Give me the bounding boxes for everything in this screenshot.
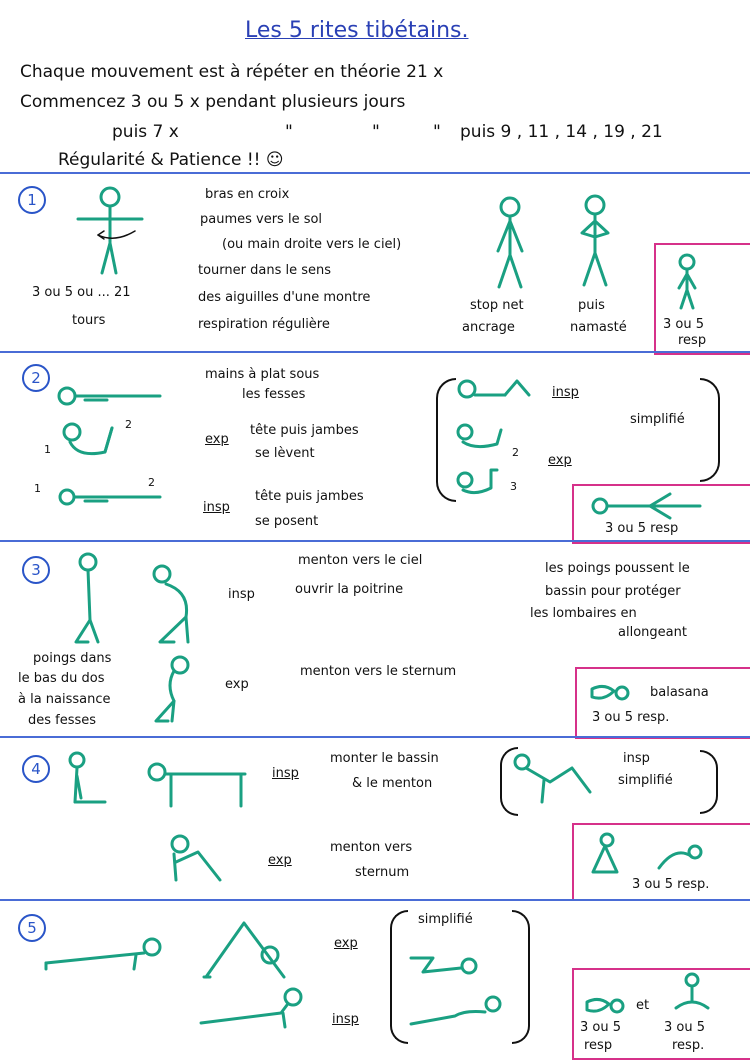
rite-2-exp-label: exp (205, 432, 229, 447)
balasana-figure (590, 683, 630, 705)
rite-3-left-3: à la naissance (18, 692, 111, 707)
rite-5-simplified-1 (405, 950, 485, 980)
rite-3-insp-label: insp (228, 587, 255, 602)
rite-5-pause-a2: resp (584, 1038, 613, 1053)
rite-3-right-4: allongeant (618, 625, 687, 640)
rite-3-right-2: bassin pour protéger (545, 584, 681, 599)
rite-3-kneel-figure (68, 550, 118, 650)
rite-4-note-b: & le menton (352, 776, 433, 791)
rite-1-namaste-figure (570, 193, 620, 293)
rite-3-left-4: des fesses (28, 713, 97, 728)
rite-1-note-2: paumes vers le sol (200, 212, 323, 227)
separator (0, 736, 750, 738)
rite-1-note-5: des aiguilles d'une montre (198, 290, 371, 305)
intro-line-4: Régularité & Patience !! ☺ (58, 150, 284, 170)
rite-5-balasana-figure (585, 996, 625, 1018)
rite-5-et: et (636, 998, 650, 1013)
rite-5-simplifie: simplifié (418, 912, 473, 927)
rite-2-exp-a: tête puis jambes (250, 423, 359, 438)
rite-5-simplified-2 (405, 992, 505, 1032)
rite-4-number: 4 (22, 755, 50, 783)
rite-3-left-1: poings dans (33, 651, 112, 666)
separator (0, 899, 750, 901)
rite-4-insp-label: insp (272, 766, 299, 781)
rite-3-left-2: le bas du dos (18, 671, 105, 686)
rite-3-pose: balasana (650, 685, 709, 700)
rite-2-note-a: mains à plat sous (205, 367, 320, 382)
rite-1-number: 1 (18, 186, 46, 214)
rite-1-puis-a: puis (578, 298, 605, 313)
rite-2-exp-b: se lèvent (255, 446, 315, 461)
rite-2-marker-1: 1 (44, 443, 51, 456)
rite-4-seated-figure (65, 750, 115, 810)
rite-1-note-4: tourner dans le sens (198, 263, 332, 278)
close-parenthesis (512, 910, 530, 1044)
rite-4-exp-a: menton vers (330, 840, 413, 855)
rite-2-marker-2: 2 (125, 418, 132, 431)
rite-5-exp-label: exp (334, 936, 358, 951)
rite-5-seated-figure (672, 972, 712, 1017)
rite-5-v-figure (200, 915, 295, 985)
rite-5-pause-a1: 3 ou 5 (580, 1020, 621, 1035)
rite-1-note-3: (ou main droite vers le ciel) (222, 237, 402, 252)
rite-5-insp-label: insp (332, 1012, 359, 1027)
rite-4-exp-b: sternum (355, 865, 410, 880)
rite-2-lying-figure (55, 382, 165, 412)
ditto-mark-3: " (433, 122, 441, 142)
intro-line-2: Commencez 3 ou 5 x pendant plusieurs jours (20, 92, 406, 112)
rite-3-arch-figure (150, 562, 210, 652)
rite-1-stop-figure (485, 195, 535, 295)
open-parenthesis (436, 378, 456, 502)
rite-4-table-figure (145, 760, 255, 810)
rite-3-right-1: les poings poussent le (545, 561, 690, 576)
rite-3-exp-label: exp (225, 677, 249, 692)
rite-2-note-b: les fesses (242, 387, 306, 402)
intro-line-3a: puis 7 x (112, 122, 179, 142)
rotation-arrow-icon (90, 225, 140, 245)
rite-1-stop-a: stop net (470, 298, 524, 313)
rite-5-cobra-figure (195, 985, 315, 1035)
rite-2-insp-b: se posent (255, 514, 319, 529)
ditto-mark-2: " (372, 122, 380, 142)
rite-2-simp-exp: exp (548, 453, 572, 468)
rite-2-lying-figure-2 (55, 485, 165, 515)
intro-line-1: Chaque mouvement est à répéter en théorie 21 x (20, 62, 444, 82)
ditto-mark-1: " (285, 122, 293, 142)
rite-2-pause-figure (590, 492, 710, 522)
rite-2-insp-a: tête puis jambes (255, 489, 364, 504)
rite-2-simplifie: simplifié (630, 412, 685, 427)
rite-1-note-6: respiration régulière (198, 317, 330, 332)
rite-4-exp-figure (158, 832, 238, 892)
separator (0, 540, 750, 542)
rite-2-number: 2 (22, 364, 50, 392)
rite-3-note-b: ouvrir la poitrine (295, 582, 404, 597)
rite-4-simplified-figure (510, 752, 600, 807)
rite-2-marker-3: 3 (510, 480, 517, 493)
rite-4-simp-insp: insp (623, 751, 650, 766)
rite-1-pause-a: 3 ou 5 (663, 317, 704, 332)
rite-2-simplified-rest (455, 375, 535, 405)
rite-4-exp-label: exp (268, 853, 292, 868)
rite-3-exp-note: menton vers le sternum (300, 664, 457, 679)
rite-5-pause-b1: 3 ou 5 (664, 1020, 705, 1035)
rite-5-number: 5 (18, 914, 46, 942)
rite-1-pause-b: resp (678, 333, 707, 348)
rite-1-stop-b: ancrage (462, 320, 515, 335)
close-parenthesis (700, 378, 720, 482)
close-parenthesis (700, 750, 718, 814)
rite-3-number: 3 (22, 556, 50, 584)
rite-2-pause: 3 ou 5 resp (605, 521, 679, 536)
rite-4-pause-figure-1 (585, 832, 625, 877)
rite-5-plank-figure (40, 935, 170, 975)
rite-1-tours-a: 3 ou 5 ou ... 21 (32, 285, 131, 300)
rite-2-legs-up-figure (60, 418, 130, 468)
rite-1-tours-b: tours (72, 313, 106, 328)
rite-3-note-a: menton vers le ciel (298, 553, 423, 568)
separator (0, 351, 750, 353)
rite-4-simplifie: simplifié (618, 773, 673, 788)
rite-2-marker-1b: 1 (34, 482, 41, 495)
rite-3-bend-figure (150, 655, 210, 730)
intro-line-3b: puis 9 , 11 , 14 , 19 , 21 (460, 122, 663, 142)
rite-5-pause-b2: resp. (672, 1038, 705, 1053)
rite-3-pause: 3 ou 5 resp. (592, 710, 670, 725)
page-title: Les 5 rites tibétains. (245, 18, 469, 43)
rite-1-puis-b: namasté (570, 320, 627, 335)
rite-3-right-3: les lombaires en (530, 606, 637, 621)
rite-2-insp-label: insp (203, 500, 230, 515)
rite-1-pause-figure (672, 252, 702, 312)
rite-2-marker-2c: 2 (512, 446, 519, 459)
rite-2-simp-insp: insp (552, 385, 579, 400)
rite-4-pause-figure-2 (655, 842, 705, 872)
rite-1-note-1: bras en croix (205, 187, 290, 202)
rite-2-marker-2b: 2 (148, 476, 155, 489)
separator (0, 172, 750, 174)
rite-4-note-a: monter le bassin (330, 751, 439, 766)
rite-4-pause: 3 ou 5 resp. (632, 877, 710, 892)
